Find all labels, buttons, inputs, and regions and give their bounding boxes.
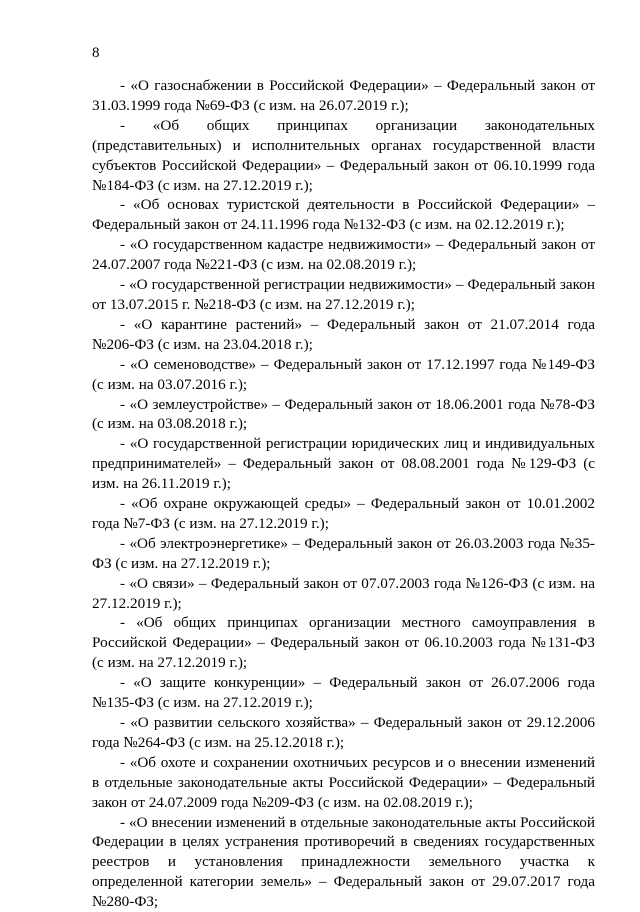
law-list-item: - «О государственном кадастре недвижимости» – Федеральный закон от 24.07.2007 года №221-ФЗ (с изм. на 02.08.2019 г.); xyxy=(92,236,595,274)
law-list xyxy=(92,76,595,912)
law-list-item: - «О государственной регистрации недвижимости» – Федеральный закон от 13.07.2015 г. №218-ФЗ (с изм. на 27.12.2019 г.); xyxy=(92,276,595,313)
law-list-item: - «Об охране окружающей среды» – Федеральный закон от 10.01.2002 года №7-ФЗ (с изм. на 27.12.2019 г.); xyxy=(92,495,595,532)
page-number: 8 xyxy=(92,45,100,61)
law-list-item: - «Об электроэнергетике» – Федеральный закон от 26.03.2003 года №35-ФЗ (с изм. на 27.12.2019 г.); xyxy=(92,534,595,572)
law-list-item: - «О защите конкуренции» – Федеральный закон от 26.07.2006 года №135-ФЗ (с изм. на 27.12.2019 г.); xyxy=(92,674,595,712)
law-list-item: - «О связи» – Федеральный закон от 07.07.2003 года №126-ФЗ (с изм. на 27.12.2019 г.); xyxy=(92,574,595,612)
law-list-item: - «Об основах туристской деятельности в Российской Федерации» – Федеральный закон от 24.11.1996 года №132-ФЗ (с изм. на 02.12.2019 г.); xyxy=(92,196,595,234)
law-list-item: - «О государственной регистрации юридических лиц и индивидуальных предпринимателей» – Федеральный закон от 08.08.2001 года №129-ФЗ (с изм. на 26.11.2019 г.); xyxy=(92,435,595,493)
law-list-item: - «О карантине растений» – Федеральный закон от 21.07.2014 года №206-ФЗ (с изм. на 23.04.2018 г.); xyxy=(92,315,595,353)
law-list-item: - «О внесении изменений в отдельные законодательные акты Российской Федерации в целях устранения противоречий в сведениях государственных реестров и установления принадлежности земельного участка к определенной категории земель» – Федеральный закон от 29.07.2017 года №280-ФЗ; xyxy=(92,813,595,911)
law-list-item: - «О землеустройстве» – Федеральный закон от 18.06.2001 года №78-ФЗ (с изм. на 03.08.2018 г.); xyxy=(92,395,595,433)
law-list-item: - «Об общих принципах организации местного самоуправления в Российской Федерации» – Федеральный закон от 06.10.2003 года №131-ФЗ (с изм. на 27.12.2019 г.); xyxy=(92,614,595,672)
law-list-item: - «Об общих принципах организации законодательных (представительных) и исполнительных органах государственной власти субъектов Российской Федерации» – Федеральный закон от 06.10.1999 года №184-ФЗ (с изм. на 27.12.2019 г.); xyxy=(92,116,595,194)
law-list-item: - «О семеноводстве» – Федеральный закон от 17.12.1997 года №149-ФЗ (с изм. на 03.07.2016 г.); xyxy=(92,355,595,393)
law-list-item: - «Об охоте и сохранении охотничьих ресурсов и о внесении изменений в отдельные законодательные акты Российской Федерации» – Федеральный закон от 24.07.2009 года №209-ФЗ (с изм. на 02.08.2019 г.); xyxy=(92,753,595,811)
law-list-item: - «О газоснабжении в Российской Федерации» – Федеральный закон от 31.03.1999 года №69-ФЗ (с изм. на 26.07.2019 г.); xyxy=(92,77,595,114)
law-list-item: - «О развитии сельского хозяйства» – Федеральный закон от 29.12.2006 года №264-ФЗ (с изм. на 25.12.2018 г.); xyxy=(92,714,595,751)
